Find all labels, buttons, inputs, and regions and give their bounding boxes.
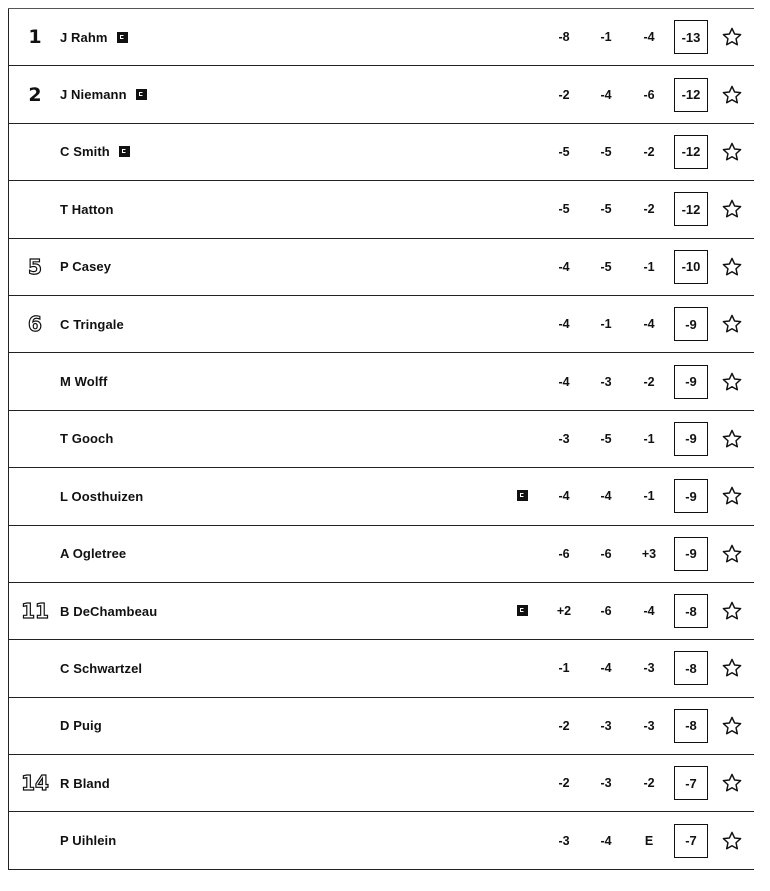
round-2-score: -3 (600, 374, 612, 389)
total-score-box: -9 (674, 307, 708, 341)
round-3-score: -2 (643, 776, 655, 791)
round-3-score: -4 (643, 30, 655, 45)
round-2-score: -1 (600, 317, 612, 332)
player-name: B DeChambeau (60, 603, 158, 619)
round-2-score: -4 (600, 489, 612, 504)
total-score-box: -8 (674, 594, 708, 628)
player-name-cell[interactable] (60, 66, 147, 122)
round-2-score: -5 (600, 202, 612, 217)
leaderboard-row[interactable] (8, 468, 754, 525)
round-3-score: -1 (643, 259, 655, 274)
round-1-score: -3 (558, 833, 570, 848)
round-2-score: -5 (600, 144, 612, 159)
favorite-star-icon[interactable] (721, 141, 743, 163)
captain-badge-icon (517, 605, 528, 616)
player-name-cell[interactable] (60, 698, 102, 754)
round-1-score: -2 (558, 87, 570, 102)
player-name: D Puig (60, 718, 102, 734)
round-3-score: +3 (641, 546, 657, 561)
round-1-score: -4 (558, 374, 570, 389)
round-3-score: -4 (643, 604, 655, 619)
round-1-score: +2 (556, 604, 572, 619)
favorite-star-icon[interactable] (721, 543, 743, 565)
round-1-score: -6 (558, 546, 570, 561)
player-name-cell[interactable] (60, 9, 128, 65)
player-name: A Ogletree (60, 546, 127, 562)
leaderboard-row[interactable] (8, 296, 754, 353)
total-score-box: -13 (674, 20, 708, 54)
leaderboard-row[interactable] (8, 755, 754, 812)
position-label: 14 (21, 771, 49, 796)
round-3-score: -6 (643, 87, 655, 102)
round-2-score: -5 (600, 259, 612, 274)
total-score-box: -7 (674, 766, 708, 800)
captain-badge-icon (517, 490, 528, 501)
round-3-score: -2 (643, 374, 655, 389)
player-name-cell[interactable] (60, 411, 113, 467)
favorite-star-icon[interactable] (721, 715, 743, 737)
round-1-score: -8 (558, 30, 570, 45)
round-1-score: -5 (558, 202, 570, 217)
round-1-score: -3 (558, 431, 570, 446)
round-2-score: -6 (600, 604, 612, 619)
round-2-score: -1 (600, 30, 612, 45)
favorite-star-icon[interactable] (721, 313, 743, 335)
position-label: 2 (28, 83, 42, 106)
favorite-star-icon[interactable] (721, 600, 743, 622)
round-2-score: -3 (600, 776, 612, 791)
round-1-score: -1 (558, 661, 570, 676)
player-name: P Casey (60, 259, 112, 275)
position-label (21, 640, 49, 696)
leaderboard-row[interactable] (8, 640, 754, 697)
round-1-score: -4 (558, 489, 570, 504)
total-score-box: -9 (674, 537, 708, 571)
position-label (21, 698, 49, 754)
position-label (21, 526, 49, 582)
total-score-box: -7 (674, 824, 708, 858)
position-label (21, 812, 49, 868)
captain-badge-icon (136, 89, 147, 100)
leaderboard-row[interactable] (8, 181, 754, 238)
total-score-box: -9 (674, 422, 708, 456)
favorite-star-icon[interactable] (721, 256, 743, 278)
leaderboard-row[interactable] (8, 9, 754, 66)
player-name-cell[interactable] (60, 526, 126, 582)
player-name: J Rahm (60, 29, 108, 45)
favorite-star-icon[interactable] (721, 84, 743, 106)
leaderboard-row[interactable] (8, 124, 754, 181)
player-name: C Schwartzel (60, 660, 143, 676)
position-label: 1 (28, 26, 42, 49)
total-score-box: -12 (674, 135, 708, 169)
round-1-score: -4 (558, 317, 570, 332)
player-name: L Oosthuizen (60, 488, 144, 504)
position-label (21, 411, 49, 467)
total-score-box: -8 (674, 651, 708, 685)
player-name: P Uihlein (60, 833, 117, 849)
total-score-box: -9 (674, 479, 708, 513)
round-2-score: -4 (600, 661, 612, 676)
player-name: T Hatton (60, 201, 114, 217)
round-3-score: -2 (643, 202, 655, 217)
leaderboard-row[interactable] (8, 411, 754, 468)
total-score-box: -12 (674, 192, 708, 226)
player-name-cell[interactable] (60, 181, 114, 237)
round-2-score: -5 (600, 431, 612, 446)
player-name-cell[interactable] (60, 296, 124, 352)
round-1-score: -5 (558, 144, 570, 159)
round-2-score: -4 (600, 87, 612, 102)
position-label: 5 (28, 254, 42, 279)
round-2-score: -3 (600, 718, 612, 733)
position-label: 6 (28, 312, 42, 337)
captain-badge-icon (117, 32, 128, 43)
captain-badge-icon (119, 146, 130, 157)
favorite-star-icon[interactable] (721, 198, 743, 220)
position-label: 11 (21, 599, 49, 624)
leaderboard-row[interactable] (8, 698, 754, 755)
player-name: C Smith (60, 144, 110, 160)
leaderboard-row[interactable] (8, 583, 754, 640)
round-1-score: -4 (558, 259, 570, 274)
player-name: J Niemann (60, 87, 127, 103)
player-name-cell[interactable] (60, 353, 107, 409)
favorite-star-icon[interactable] (721, 371, 743, 393)
round-1-score: -2 (558, 776, 570, 791)
round-3-score: E (644, 833, 654, 848)
position-label (21, 353, 49, 409)
round-3-score: -4 (643, 317, 655, 332)
favorite-star-icon[interactable] (721, 485, 743, 507)
leaderboard-row[interactable] (8, 812, 754, 869)
player-name-cell[interactable] (60, 755, 110, 811)
round-3-score: -3 (643, 718, 655, 733)
favorite-star-icon[interactable] (721, 26, 743, 48)
total-score-box: -12 (674, 78, 708, 112)
position-label (21, 181, 49, 237)
player-name-cell[interactable] (60, 583, 157, 639)
leaderboard-row[interactable] (8, 526, 754, 583)
player-name-cell[interactable] (60, 468, 143, 524)
round-3-score: -1 (643, 489, 655, 504)
player-name-cell[interactable] (60, 640, 142, 696)
round-3-score: -2 (643, 144, 655, 159)
leaderboard (0, 9, 770, 870)
position-label (21, 124, 49, 180)
round-2-score: -6 (600, 546, 612, 561)
favorite-star-icon[interactable] (721, 830, 743, 852)
player-name: T Gooch (60, 431, 114, 447)
player-name-cell[interactable] (60, 812, 116, 868)
player-name-cell[interactable] (60, 239, 111, 295)
total-score-box: -9 (674, 365, 708, 399)
player-name: M Wolff (60, 374, 108, 390)
favorite-star-icon[interactable] (721, 772, 743, 794)
total-score-box: -8 (674, 709, 708, 743)
round-1-score: -2 (558, 718, 570, 733)
player-name: C Tringale (60, 316, 124, 332)
leaderboard-row[interactable] (8, 353, 754, 410)
round-3-score: -3 (643, 661, 655, 676)
favorite-star-icon[interactable] (721, 657, 743, 679)
player-name-cell[interactable] (60, 124, 130, 180)
round-2-score: -4 (600, 833, 612, 848)
total-score-box: -10 (674, 250, 708, 284)
position-label (21, 468, 49, 524)
round-3-score: -1 (643, 431, 655, 446)
favorite-star-icon[interactable] (721, 428, 743, 450)
player-name: R Bland (60, 775, 110, 791)
leaderboard-row[interactable] (8, 66, 754, 123)
leaderboard-row[interactable] (8, 239, 754, 296)
